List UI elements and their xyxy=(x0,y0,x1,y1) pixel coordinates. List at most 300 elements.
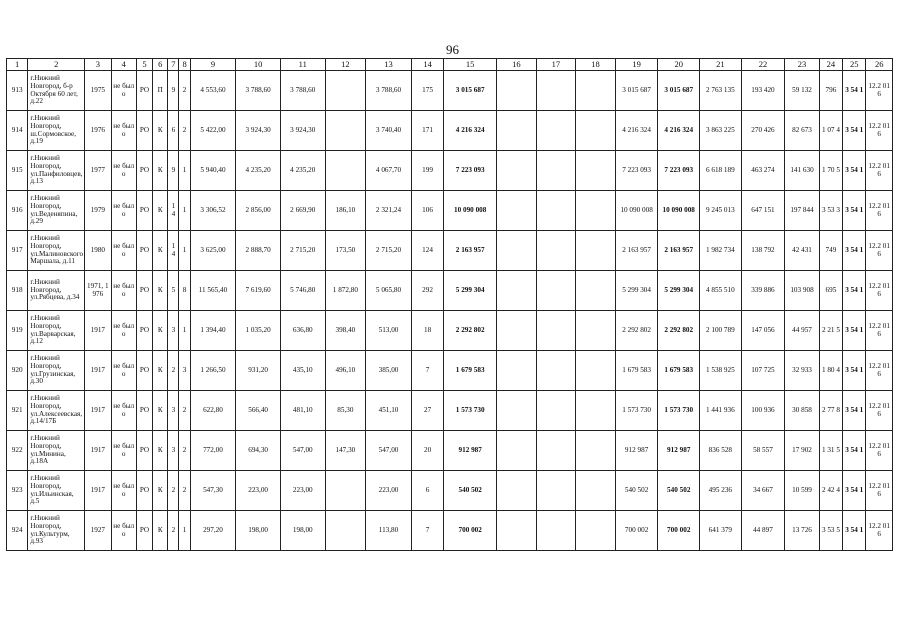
table-cell: 2 715,20 xyxy=(280,231,325,271)
table-cell: РО xyxy=(136,271,152,311)
table-cell: не было xyxy=(111,231,136,271)
table-cell: не было xyxy=(111,471,136,511)
table-cell: РО xyxy=(136,151,152,191)
table-cell: 4 216 324 xyxy=(658,111,700,151)
table-cell xyxy=(536,151,576,191)
table-cell: 173,50 xyxy=(325,231,366,271)
address-cell: г.Нижний Новгород, ул.Алексеевская, д.14/17Б xyxy=(28,391,85,431)
table-cell: 2 163 957 xyxy=(615,231,658,271)
table-cell: 2 77 8 xyxy=(819,391,842,431)
table-cell: 6 xyxy=(168,111,179,151)
table-cell: 292 xyxy=(411,271,443,311)
address-cell: г.Нижний Новгород, ул.Рябцева, д.34 xyxy=(28,271,85,311)
table-row xyxy=(7,471,893,511)
table-cell: 198,00 xyxy=(280,511,325,551)
table-cell: 6 xyxy=(411,471,443,511)
column-number-cell: 13 xyxy=(366,59,412,71)
column-number-cell: 21 xyxy=(700,59,742,71)
table-cell: 1 679 583 xyxy=(615,351,658,391)
table-cell: 916 xyxy=(7,191,28,231)
table-cell: 1 872,80 xyxy=(325,271,366,311)
table-cell xyxy=(497,191,537,231)
table-cell: 912 987 xyxy=(658,431,700,471)
column-number-cell: 15 xyxy=(444,59,497,71)
table-cell xyxy=(576,471,616,511)
table-cell: 912 987 xyxy=(615,431,658,471)
address-cell: г.Нижний Новгород, ул.Культурм, д.93 xyxy=(28,511,85,551)
table-cell: РО xyxy=(136,111,152,151)
table-cell: РО xyxy=(136,471,152,511)
table-cell: 5 299 304 xyxy=(615,271,658,311)
table-cell xyxy=(536,191,576,231)
table-cell xyxy=(576,151,616,191)
table-cell: К xyxy=(153,471,168,511)
table-cell: 12.2 016 xyxy=(866,391,893,431)
table-cell: не было xyxy=(111,351,136,391)
table-cell xyxy=(497,151,537,191)
table-cell: 3 54 1 xyxy=(843,511,866,551)
table-cell: РО xyxy=(136,231,152,271)
table-cell xyxy=(536,311,576,351)
table-cell: 59 132 xyxy=(785,71,820,111)
table-cell: 5 299 304 xyxy=(444,271,497,311)
table-cell: 7 xyxy=(411,511,443,551)
table-cell: 58 557 xyxy=(741,431,785,471)
table-cell: 3 54 1 xyxy=(843,111,866,151)
table-cell xyxy=(536,351,576,391)
table-cell xyxy=(576,511,616,551)
table-cell: 85,30 xyxy=(325,391,366,431)
table-cell: 9 xyxy=(168,151,179,191)
table-cell: 17 902 xyxy=(785,431,820,471)
table-cell: 147 056 xyxy=(741,311,785,351)
table-cell: не было xyxy=(111,271,136,311)
table-cell: 547,00 xyxy=(280,431,325,471)
table-cell: 2 xyxy=(168,511,179,551)
table-cell: 2 xyxy=(179,111,190,151)
table-cell: 1 266,50 xyxy=(190,351,236,391)
table-cell: 3 xyxy=(168,431,179,471)
table-cell xyxy=(497,231,537,271)
table-cell xyxy=(576,191,616,231)
table-cell: 20 xyxy=(411,431,443,471)
table-cell: 1 xyxy=(179,311,190,351)
table-cell: 3 924,30 xyxy=(236,111,281,151)
table-cell: 175 xyxy=(411,71,443,111)
table-row xyxy=(7,271,893,311)
table-row xyxy=(7,231,893,271)
table-cell: 1 573 730 xyxy=(615,391,658,431)
table-cell: 772,00 xyxy=(190,431,236,471)
table-cell: 9 245 013 xyxy=(700,191,742,231)
table-cell: РО xyxy=(136,71,152,111)
table-cell: 3 xyxy=(168,311,179,351)
table-cell: 1 80 4 xyxy=(819,351,842,391)
table-cell: 3 53 5 xyxy=(819,511,842,551)
column-number-cell: 5 xyxy=(136,59,152,71)
table-cell: 42 431 xyxy=(785,231,820,271)
table-cell: 2 669,90 xyxy=(280,191,325,231)
table-cell: 622,80 xyxy=(190,391,236,431)
table-cell xyxy=(325,151,366,191)
table-cell: 3 53 3 xyxy=(819,191,842,231)
table-cell: 2 163 957 xyxy=(658,231,700,271)
table-cell: 138 792 xyxy=(741,231,785,271)
table-cell xyxy=(576,311,616,351)
table-cell xyxy=(497,71,537,111)
table-cell: не было xyxy=(111,111,136,151)
column-number-cell: 7 xyxy=(168,59,179,71)
table-cell: 3 54 1 xyxy=(843,311,866,351)
table-cell: 103 908 xyxy=(785,271,820,311)
table-cell: К xyxy=(153,191,168,231)
table-cell: 10 599 xyxy=(785,471,820,511)
table-cell: 3 54 1 xyxy=(843,231,866,271)
table-cell xyxy=(497,511,537,551)
table-cell: 385,00 xyxy=(366,351,412,391)
table-cell: 1980 xyxy=(85,231,111,271)
table-cell: 2 292 802 xyxy=(658,311,700,351)
table-cell: 44 897 xyxy=(741,511,785,551)
table-cell xyxy=(536,71,576,111)
table-cell: 2 xyxy=(168,471,179,511)
table-cell: 13 726 xyxy=(785,511,820,551)
table-row xyxy=(7,311,893,351)
table-cell: К xyxy=(153,111,168,151)
table-cell: 10 090 008 xyxy=(615,191,658,231)
table-cell: К xyxy=(153,231,168,271)
table-cell: 5 xyxy=(168,271,179,311)
table-cell: 2 xyxy=(179,431,190,471)
table-cell: 921 xyxy=(7,391,28,431)
table-cell: 451,10 xyxy=(366,391,412,431)
table-cell: 749 xyxy=(819,231,842,271)
column-number-cell: 8 xyxy=(179,59,190,71)
table-cell xyxy=(497,111,537,151)
table-cell xyxy=(576,391,616,431)
table-cell: 3 015 687 xyxy=(658,71,700,111)
table-cell: 3 625,00 xyxy=(190,231,236,271)
table-cell: 3 863 225 xyxy=(700,111,742,151)
table-cell: 2 163 957 xyxy=(444,231,497,271)
table-cell: 912 987 xyxy=(444,431,497,471)
table-cell: 7 619,60 xyxy=(236,271,281,311)
table-cell: 2 888,70 xyxy=(236,231,281,271)
table-cell xyxy=(497,351,537,391)
table-cell: 4 235,20 xyxy=(280,151,325,191)
table-cell: 186,10 xyxy=(325,191,366,231)
address-cell: г.Нижний Новгород, ул.Панфиловцев, д.13 xyxy=(28,151,85,191)
column-number-cell: 23 xyxy=(785,59,820,71)
table-cell: 566,40 xyxy=(236,391,281,431)
table-cell: РО xyxy=(136,431,152,471)
table-cell: 197 844 xyxy=(785,191,820,231)
table-cell: 922 xyxy=(7,431,28,471)
table-cell: 5 065,80 xyxy=(366,271,412,311)
table-row xyxy=(7,391,893,431)
table-cell: 1 07 4 xyxy=(819,111,842,151)
table-cell: 700 002 xyxy=(615,511,658,551)
table-cell: 3 788,60 xyxy=(236,71,281,111)
table-cell: 1 70 5 xyxy=(819,151,842,191)
table-cell: 12.2 016 xyxy=(866,231,893,271)
table-cell: 3 54 1 xyxy=(843,191,866,231)
table-cell: 918 xyxy=(7,271,28,311)
table-cell: 1 982 734 xyxy=(700,231,742,271)
table-cell: 695 xyxy=(819,271,842,311)
table-cell: 100 936 xyxy=(741,391,785,431)
table-cell: 3 54 1 xyxy=(843,431,866,471)
table-cell: 1 679 583 xyxy=(658,351,700,391)
table-cell: К xyxy=(153,431,168,471)
table-cell: 796 xyxy=(819,71,842,111)
table-cell: РО xyxy=(136,391,152,431)
table-cell: 915 xyxy=(7,151,28,191)
table-cell xyxy=(497,311,537,351)
table-cell: 2 xyxy=(179,391,190,431)
table-cell: 1917 xyxy=(85,471,111,511)
column-number-cell: 17 xyxy=(536,59,576,71)
table-cell: 495 236 xyxy=(700,471,742,511)
address-cell: г.Нижний Новгород, ул.Веденяпина, д.29 xyxy=(28,191,85,231)
table-cell: 1 573 730 xyxy=(658,391,700,431)
table-cell: 1 4 xyxy=(168,231,179,271)
column-number-cell: 12 xyxy=(325,59,366,71)
page-number: 96 xyxy=(446,42,459,57)
table-row xyxy=(7,351,893,391)
table-cell: 107 725 xyxy=(741,351,785,391)
table-row xyxy=(7,111,893,151)
address-cell: г.Нижний Новгород, ш.Сормовское, д.19 xyxy=(28,111,85,151)
table-cell: 463 274 xyxy=(741,151,785,191)
table-cell: К xyxy=(153,151,168,191)
table-cell: 12.2 016 xyxy=(866,111,893,151)
table-cell: П xyxy=(153,71,168,111)
table-cell xyxy=(497,271,537,311)
column-number-cell: 2 xyxy=(28,59,85,71)
column-number-row xyxy=(7,59,893,71)
table-cell: 496,10 xyxy=(325,351,366,391)
table-cell: 2 292 802 xyxy=(615,311,658,351)
table-cell: 147,30 xyxy=(325,431,366,471)
table-cell: 3 xyxy=(179,351,190,391)
table-cell: 12.2 016 xyxy=(866,71,893,111)
address-cell: г.Нижний Новгород, ул.Варварская, д.12 xyxy=(28,311,85,351)
table-cell: 124 xyxy=(411,231,443,271)
column-number-cell: 20 xyxy=(658,59,700,71)
table-cell xyxy=(325,111,366,151)
table-cell: 3 54 1 xyxy=(843,391,866,431)
table-cell xyxy=(536,391,576,431)
table-cell: 4 553,60 xyxy=(190,71,236,111)
table-cell: 339 886 xyxy=(741,271,785,311)
table-cell: 171 xyxy=(411,111,443,151)
table-cell: 11 565,40 xyxy=(190,271,236,311)
address-cell: г.Нижний Новгород, б-р Октября 60 лет, д.22 xyxy=(28,71,85,111)
table-cell: 1917 xyxy=(85,311,111,351)
table-cell: 8 xyxy=(179,271,190,311)
table-cell: 3 54 1 xyxy=(843,471,866,511)
table-cell: 44 957 xyxy=(785,311,820,351)
table-cell: К xyxy=(153,391,168,431)
table-cell: РО xyxy=(136,351,152,391)
table-cell: 3 788,60 xyxy=(280,71,325,111)
table-cell: 10 090 008 xyxy=(444,191,497,231)
column-number-cell: 19 xyxy=(615,59,658,71)
table-cell: 2 42 4 xyxy=(819,471,842,511)
column-number-cell: 18 xyxy=(576,59,616,71)
table-cell xyxy=(497,431,537,471)
table-cell: 3 015 687 xyxy=(615,71,658,111)
table-cell: 3 788,60 xyxy=(366,71,412,111)
column-number-cell: 10 xyxy=(236,59,281,71)
column-number-cell: 26 xyxy=(866,59,893,71)
table-cell: 917 xyxy=(7,231,28,271)
table-cell: 7 xyxy=(411,351,443,391)
table-cell: 2 763 135 xyxy=(700,71,742,111)
table-cell: К xyxy=(153,271,168,311)
table-cell: 12.2 016 xyxy=(866,471,893,511)
table-cell: РО xyxy=(136,311,152,351)
table-cell: 9 xyxy=(168,71,179,111)
table-cell: 3 740,40 xyxy=(366,111,412,151)
table-cell: 540 502 xyxy=(444,471,497,511)
table-cell: 2 321,24 xyxy=(366,191,412,231)
table-cell xyxy=(325,71,366,111)
table-cell xyxy=(536,511,576,551)
table-cell: 3 924,30 xyxy=(280,111,325,151)
table-cell: РО xyxy=(136,511,152,551)
table-cell: 10 090 008 xyxy=(658,191,700,231)
table-cell xyxy=(576,111,616,151)
table-cell: 540 502 xyxy=(615,471,658,511)
table-cell: 3 306,52 xyxy=(190,191,236,231)
address-cell: г.Нижний Новгород, ул.Ильинская, д.5 xyxy=(28,471,85,511)
table-cell: 547,30 xyxy=(190,471,236,511)
table-cell: 1 xyxy=(179,231,190,271)
table-cell: 12.2 016 xyxy=(866,511,893,551)
table-cell: 3 54 1 xyxy=(843,271,866,311)
table-cell: 1971, 1976 xyxy=(85,271,111,311)
table-cell: не было xyxy=(111,391,136,431)
table-cell: 924 xyxy=(7,511,28,551)
table-cell: 27 xyxy=(411,391,443,431)
table-cell xyxy=(536,431,576,471)
table-row xyxy=(7,191,893,231)
address-cell: г.Нижний Новгород, ул.Минина, д.18А xyxy=(28,431,85,471)
table-cell: 1975 xyxy=(85,71,111,111)
table-cell: 1 xyxy=(179,511,190,551)
column-number-cell: 6 xyxy=(153,59,168,71)
table-cell: 1 31 5 xyxy=(819,431,842,471)
table-row xyxy=(7,151,893,191)
table-cell: 1917 xyxy=(85,391,111,431)
column-number-cell: 25 xyxy=(843,59,866,71)
table-cell: 5 940,40 xyxy=(190,151,236,191)
table-cell: 12.2 016 xyxy=(866,311,893,351)
table-cell: 3 54 1 xyxy=(843,71,866,111)
table-cell: 2 21 5 xyxy=(819,311,842,351)
table-cell: 636,80 xyxy=(280,311,325,351)
table-cell: 5 746,80 xyxy=(280,271,325,311)
table-cell: 193 420 xyxy=(741,71,785,111)
table-cell: 4 855 510 xyxy=(700,271,742,311)
table-cell xyxy=(576,271,616,311)
column-number-cell: 9 xyxy=(190,59,236,71)
table-cell: 1917 xyxy=(85,431,111,471)
table-cell: 1 xyxy=(179,191,190,231)
table-cell: 30 858 xyxy=(785,391,820,431)
table-cell: 2 100 789 xyxy=(700,311,742,351)
table-cell: 700 002 xyxy=(444,511,497,551)
table-cell xyxy=(576,71,616,111)
table-cell: 18 xyxy=(411,311,443,351)
table-cell: 540 502 xyxy=(658,471,700,511)
table-cell: 1977 xyxy=(85,151,111,191)
table-cell: РО xyxy=(136,191,152,231)
table-cell: 931,20 xyxy=(236,351,281,391)
table-cell: 270 426 xyxy=(741,111,785,151)
table-row xyxy=(7,511,893,551)
table-cell: 198,00 xyxy=(236,511,281,551)
table-cell: 3 54 1 xyxy=(843,351,866,391)
table-cell: К xyxy=(153,511,168,551)
table-cell: 1927 xyxy=(85,511,111,551)
table-cell: 1979 xyxy=(85,191,111,231)
table-cell: 223,00 xyxy=(236,471,281,511)
table-cell: не было xyxy=(111,71,136,111)
table-cell: 223,00 xyxy=(280,471,325,511)
table-cell: 435,10 xyxy=(280,351,325,391)
table-cell: не было xyxy=(111,311,136,351)
table-cell xyxy=(536,471,576,511)
table-cell xyxy=(576,431,616,471)
table-cell xyxy=(576,351,616,391)
column-number-cell: 24 xyxy=(819,59,842,71)
table-cell: 7 223 093 xyxy=(444,151,497,191)
address-cell: г.Нижний Новгород, ул.Малиновского Маршала, д.11 xyxy=(28,231,85,271)
table-cell: 2 292 802 xyxy=(444,311,497,351)
table-cell: 694,30 xyxy=(236,431,281,471)
table-cell: 106 xyxy=(411,191,443,231)
table-cell: 641 379 xyxy=(700,511,742,551)
table-cell: 700 002 xyxy=(658,511,700,551)
table-cell: 82 673 xyxy=(785,111,820,151)
table-cell: 1917 xyxy=(85,351,111,391)
table-cell: 547,00 xyxy=(366,431,412,471)
column-number-cell: 4 xyxy=(111,59,136,71)
table-cell: 1 573 730 xyxy=(444,391,497,431)
table-cell: 481,10 xyxy=(280,391,325,431)
table-cell: 1 xyxy=(179,151,190,191)
table-row xyxy=(7,431,893,471)
table-cell: не было xyxy=(111,431,136,471)
table-cell xyxy=(325,471,366,511)
table-cell: 2 xyxy=(168,351,179,391)
table-cell: 4 235,20 xyxy=(236,151,281,191)
table-cell: 12.2 016 xyxy=(866,191,893,231)
table-cell: 919 xyxy=(7,311,28,351)
table-cell: 1 394,40 xyxy=(190,311,236,351)
column-number-cell: 22 xyxy=(741,59,785,71)
table-cell: 1 4 xyxy=(168,191,179,231)
table-cell: 1976 xyxy=(85,111,111,151)
table-cell: 3 xyxy=(168,391,179,431)
table-cell: 141 630 xyxy=(785,151,820,191)
column-number-cell: 14 xyxy=(411,59,443,71)
housing-register-table xyxy=(6,58,893,551)
table-cell: 113,80 xyxy=(366,511,412,551)
